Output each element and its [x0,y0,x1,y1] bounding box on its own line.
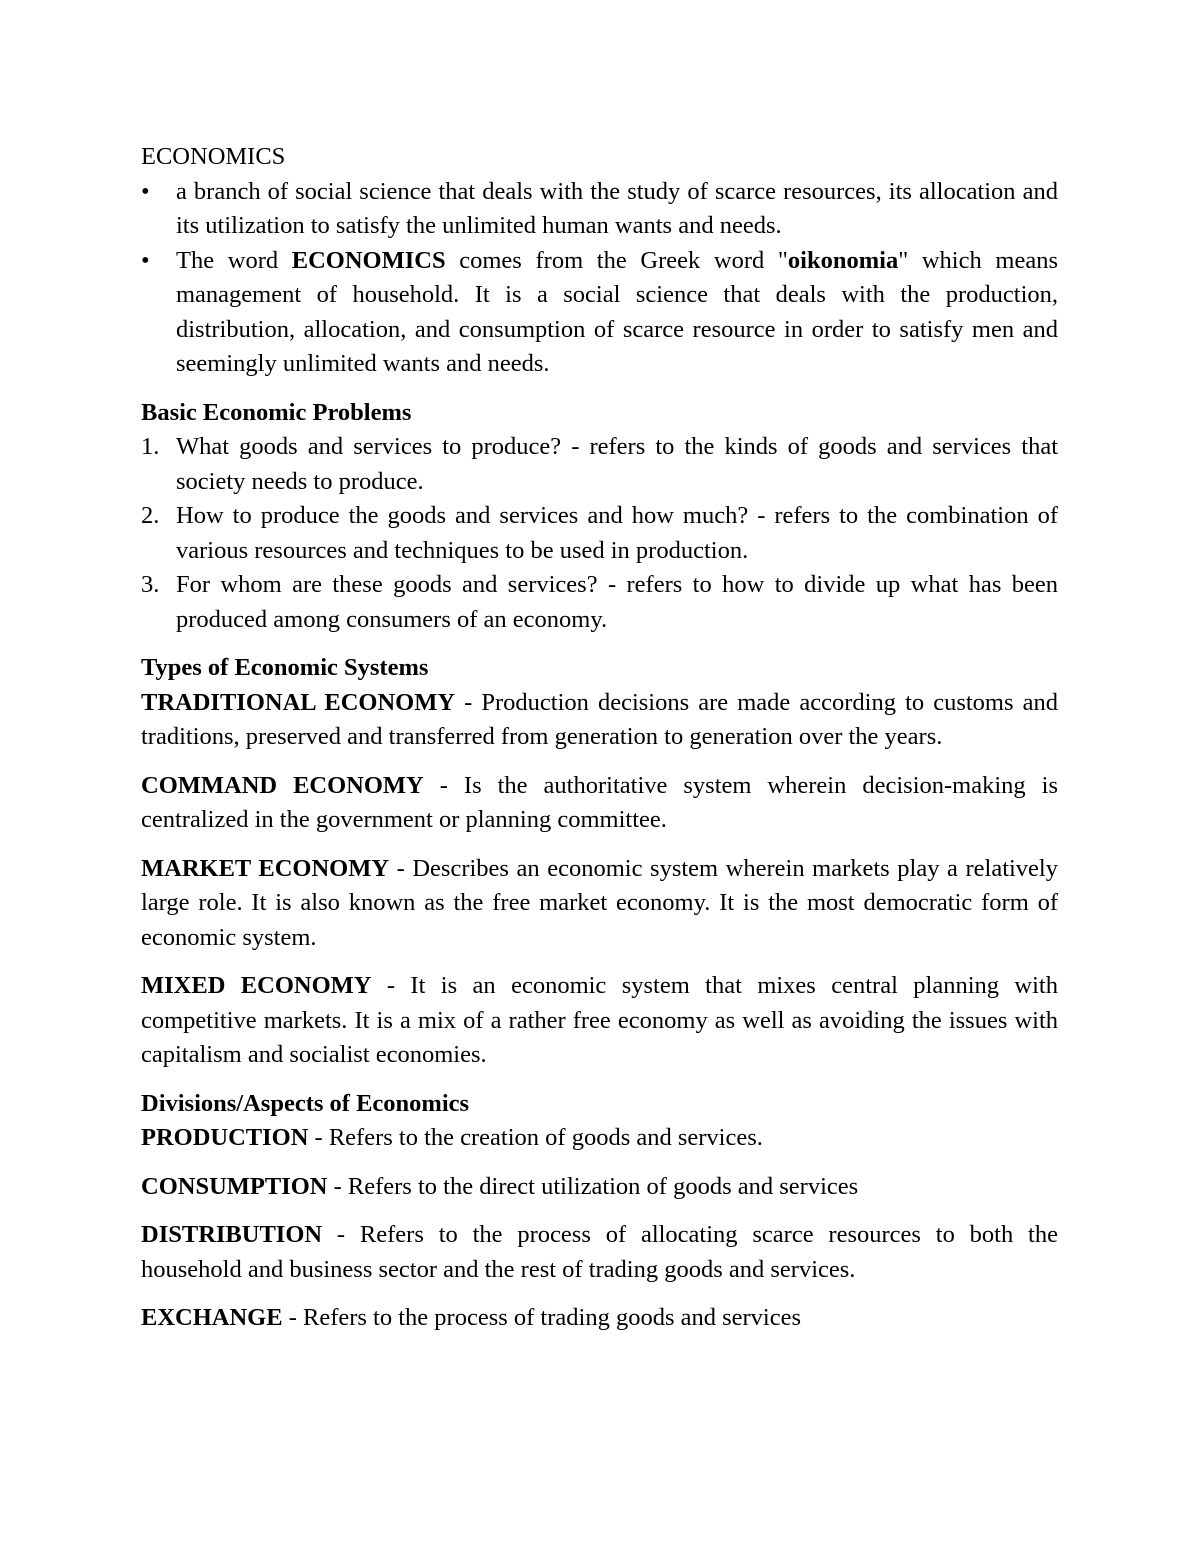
division-term: CONSUMPTION [141,1172,328,1200]
list-item [141,430,1058,499]
division-paragraph [141,1121,1058,1156]
definition-text: " which means management of household. It is a social science that deals with the production, distribution, allocation, and consumption of scarce resource in order to satisfy men and seemingly unlimited wants and needs. [176,246,1058,377]
definition-text: a branch of social science that deals with the study of scarce resources, its allocation and its utilization to satisfy the unlimited human wants and needs. [176,177,1058,239]
section-heading-basic-problems: Basic Economic Problems [141,398,412,426]
spacer [141,1073,1058,1087]
division-paragraph [141,1218,1058,1287]
spacer [141,955,1058,969]
definition-item [141,244,1058,382]
spacer [141,1156,1058,1170]
division-desc: - Refers to the direct utilization of goods and services [327,1172,859,1200]
economic-system-term: COMMAND ECONOMY [141,771,424,799]
definition-term: oikonomia [787,246,899,274]
definition-text: The word [176,246,292,274]
economic-system-desc: - Is the authoritative system wherein decision-making is centralized in the government or planning committee. [141,771,1058,833]
economic-system-term: MIXED ECONOMY [141,972,372,999]
division-desc: - Refers to the creation of goods and services. [308,1124,763,1151]
definition-item [141,175,1058,244]
bullet-icon: • [141,177,150,205]
division-term: DISTRIBUTION [141,1221,323,1248]
division-desc: - Refers to the process of allocating scarce resources to both the household and business sector and the rest of trading goods and services. [141,1221,1058,1283]
division-desc: - Refers to the process of trading goods and services [282,1304,802,1331]
spacer [141,1204,1058,1218]
section-heading-divisions: Divisions/Aspects of Economics [141,1089,470,1117]
list-number: 2. [141,502,160,529]
economic-system-paragraph [141,852,1058,956]
division-term: PRODUCTION [141,1124,309,1151]
definition-term: ECONOMICS [291,246,446,274]
economic-system-desc: - It is an economic system that mixes central planning with competitive markets. It is a mix of a rather free economy as well as avoiding the issues with capitalism and socialist economies. [141,972,1058,1068]
spacer [141,755,1058,769]
list-item-text: What goods and services to produce? - refers to the kinds of goods and services that society needs to produce. [176,433,1058,495]
section-heading-economic-systems: Types of Economic Systems [141,654,429,681]
list-number: 1. [141,433,160,460]
list-item [141,499,1058,568]
economic-system-paragraph [141,769,1058,838]
economic-system-desc: - Describes an economic system wherein markets play a relatively large role. It is also known as the free market economy. It is the most democratic form of economic system. [141,854,1058,951]
economic-system-desc: - Production decisions are made according to customs and traditions, preserved and transferred from generation to generation over the years. [141,688,1058,750]
division-paragraph [141,1170,1058,1205]
page-title: ECONOMICS [141,143,286,170]
bullet-icon: • [141,246,150,274]
definition-text: comes from the Greek word " [445,246,788,274]
definition-list [141,175,1058,382]
spacer [141,637,1058,651]
document-content [141,140,1058,1336]
economic-system-paragraph [141,686,1058,755]
economic-system-term: MARKET ECONOMY [141,854,390,882]
economic-system-paragraph [141,969,1058,1073]
economic-system-term: TRADITIONAL ECONOMY [141,688,456,716]
list-item [141,568,1058,637]
spacer [141,1287,1058,1301]
division-term: EXCHANGE [141,1304,283,1331]
list-item-text: For whom are these goods and services? - refers to how to divide up what has been produced among consumers of an economy. [176,571,1058,633]
list-number: 3. [141,571,160,598]
basic-problems-list [141,430,1058,637]
spacer [141,838,1058,852]
spacer [141,382,1058,396]
list-item-text: How to produce the goods and services and how much? - refers to the combination of various resources and techniques to be used in production. [176,502,1058,564]
division-paragraph [141,1301,1058,1336]
